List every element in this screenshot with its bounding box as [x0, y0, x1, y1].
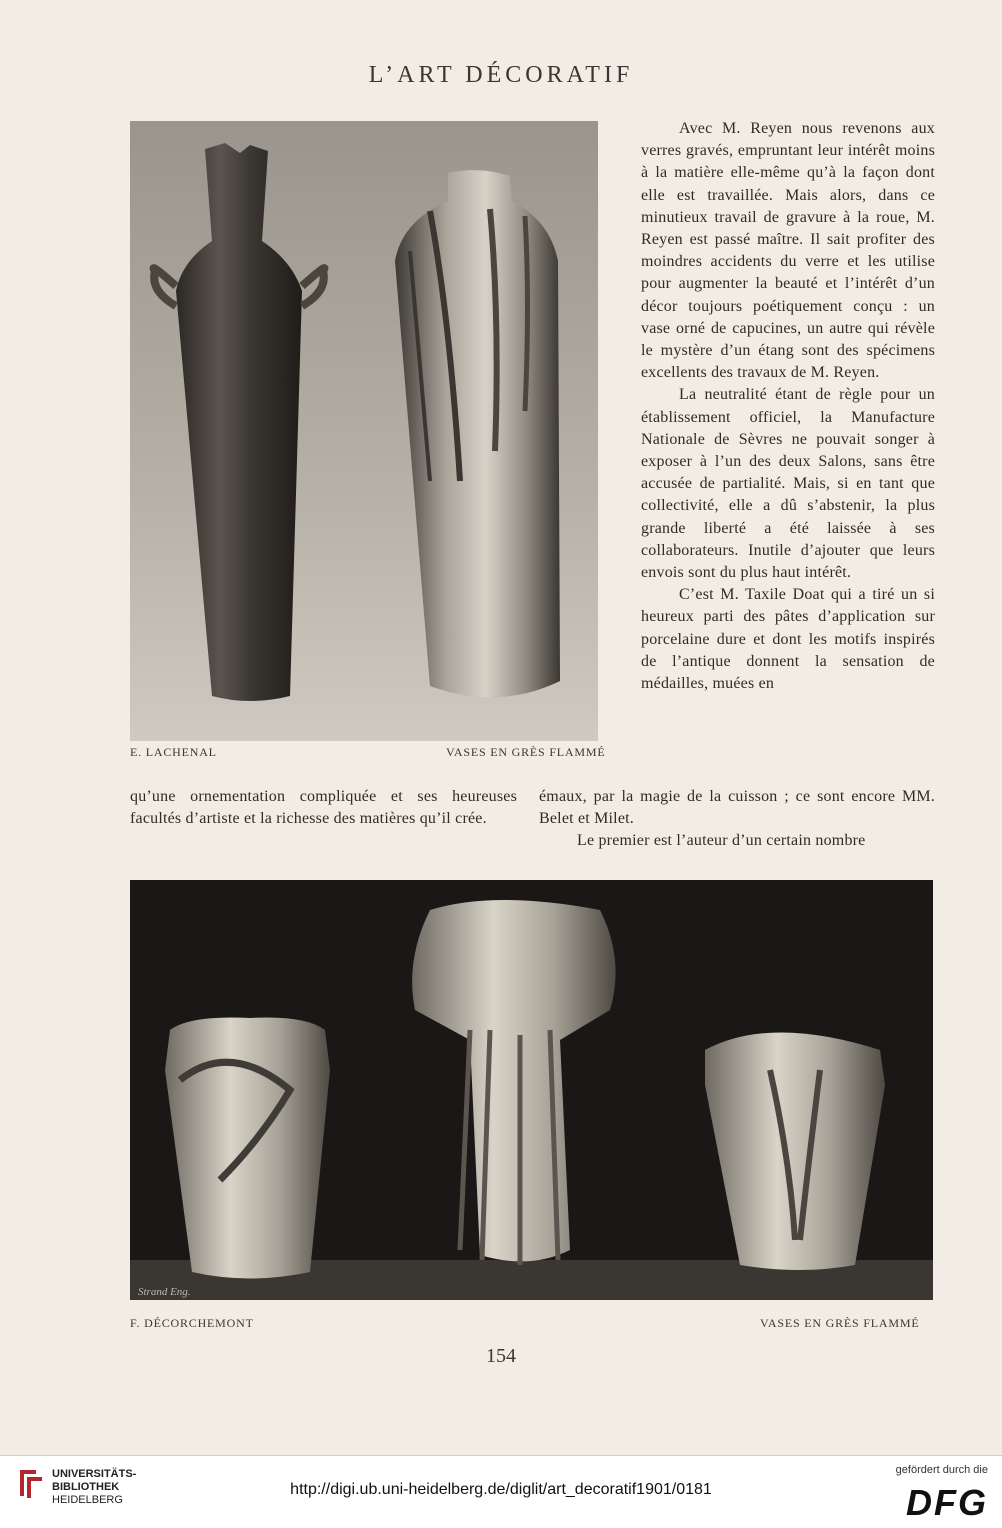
digitization-footer [0, 1455, 1002, 1528]
paragraph-sevres: La neutralité étant de règle pour un établissement officiel, la Manufacture Nationale de Sèvres ne pouvait songer à exposer à l’un des deux Salons, sans être accusée de partialité. Mais, si en tant que collectivité, elle a dû s’abstenir, la plus grande liberté a été laissée à ses collaborateurs. Inutile d’ajouter que leurs envois sont du plus haut intérêt. [641, 386, 935, 582]
top-vases-photo [130, 121, 598, 741]
lower-left-text [130, 786, 517, 830]
university-name: UNIVERSITÄTS- BIBLIOTHEK HEIDELBERG [52, 1468, 137, 1506]
paragraph-continued: qu’une ornementation compliquée et ses heureuses facultés d’artiste et la richesse des matières qu’il crée. [130, 788, 517, 828]
source-url-link[interactable]: http://digi.ub.uni-heidelberg.de/diglit/art_decoratif1901/0181 [290, 1481, 712, 1498]
funded-by-label: gefördert durch die [895, 1464, 988, 1476]
top-caption-artist: E. LACHENAL [130, 745, 217, 759]
paragraph-doat: C’est M. Taxile Doat qui a tiré un si heureux parti des pâtes d’application sur porcelaine dure et dont les motifs inspirés de l’antique donnent la sensation de médailles, muées en [641, 586, 935, 693]
dfg-logo: DFG [906, 1482, 988, 1523]
bottom-caption-title: VASES EN GRÈS FLAMMÉ [760, 1316, 920, 1330]
top-caption-title: VASES EN GRÈS FLAMMÉ [446, 745, 606, 759]
engraver-mark: Strand Eng. [138, 1286, 191, 1298]
right-column-text [641, 118, 935, 695]
lower-right-text [539, 786, 935, 853]
running-header: L’ART DÉCORATIF [368, 62, 634, 88]
bottom-caption-artist: F. DÉCORCHEMONT [130, 1316, 254, 1330]
bottom-vases-photo [130, 880, 933, 1300]
paragraph-reyen: Avec M. Reyen nous revenons aux verres gravés, empruntant leur intérêt moins à la matière elle-même qu’à la façon dont elle est travaillée. Mais alors, dans ce minutieux travail de gravure à la roue, M. Reyen est passé maître. Il sait profiter des moindres accidents du verre et les utilise pour augmenter la beauté et l’intérêt d’un décor toujours poétiquement conçu : un vase orné de capucines, un autre qui révèle le mystère d’un étang sont des spécimens excellents des travaux de M. Reyen. [641, 120, 935, 382]
paragraph-premier: Le premier est l’auteur d’un certain nombre [577, 832, 866, 850]
paragraph-emaux: émaux, par la magie de la cuisson ; ce sont encore MM. Belet et Milet. [539, 788, 935, 828]
page-number: 154 [486, 1345, 516, 1367]
